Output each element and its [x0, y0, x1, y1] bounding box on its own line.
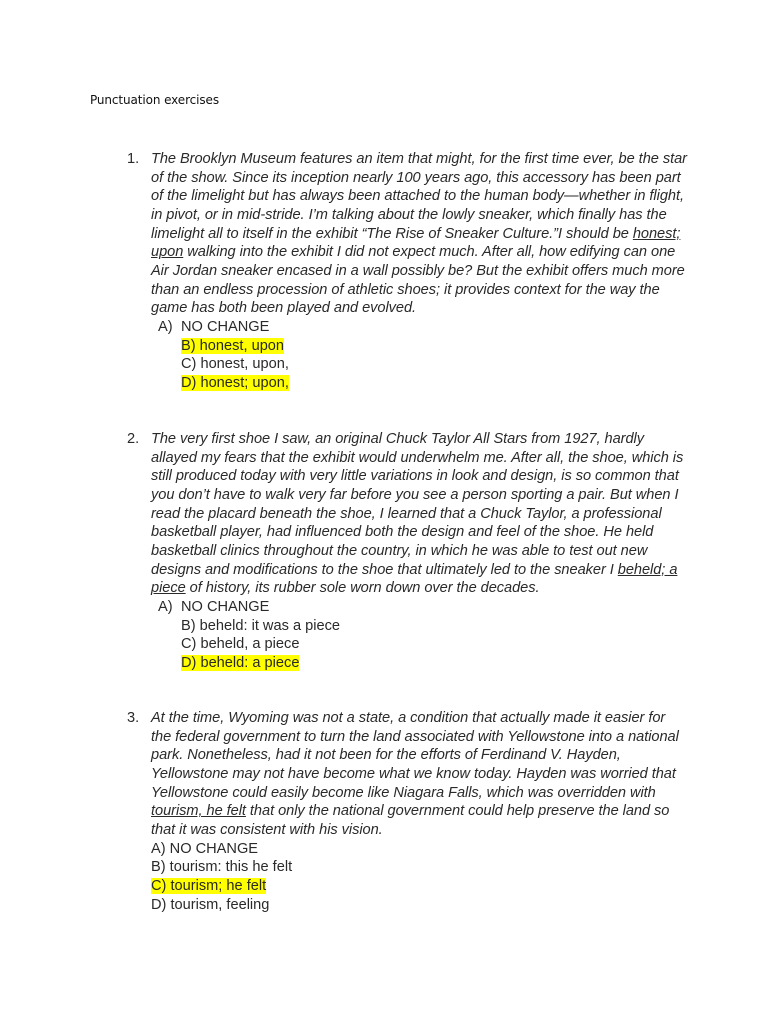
question-1 [127, 150, 687, 393]
question-passage [151, 430, 687, 598]
passage-text: that only the national government could help preserve the land so that it was consistent with his vision. [151, 803, 670, 838]
passage-text: The very first shoe I saw, an original Chuck Taylor All Stars from 1927, hardly allayed my fears that the exhibit would underwhelm me. After all, the shoe, which is still produced today with very little variations in look and design, is so common that you don’t have to walk very far before you see a person sporting a pair. But when I read the placard beneath the shoe, I learned that a Chuck Taylor, a professional basketball player, had influenced both the design and feel of the shoe. He held basketball clinics throughout the country, in which he was able to test out new designs and modifications to the shoe that ultimately led to the sneaker I [151, 431, 684, 578]
underlined-phrase: beheld; a piece [151, 561, 678, 597]
option-b[interactable] [127, 858, 687, 877]
option-a[interactable] [127, 318, 687, 337]
option-letter: A) [158, 318, 173, 335]
option-d[interactable] [127, 654, 687, 673]
option-text: NO CHANGE [181, 598, 270, 615]
option-b[interactable] [127, 617, 687, 636]
question-3 [127, 709, 687, 914]
page-title: Punctuation exercises [90, 93, 219, 107]
option-text-highlighted: C) tourism; he felt [151, 877, 267, 894]
option-text-highlighted: B) honest, upon [181, 337, 285, 354]
answer-options [127, 840, 687, 915]
underlined-phrase: tourism, he felt [151, 803, 246, 820]
question-2 [127, 430, 687, 673]
option-text: C) beheld, a piece [181, 636, 300, 653]
passage-text: At the time, Wyoming was not a state, a condition that actually made it easier for the federal government to turn the land associated with Yellowstone into a national park. Nonetheless, had it not been for the efforts of Ferdinand V. Hayden, Yellowstone may not have become what we know today. Hayden was worried that Yellowstone could easily become like Niagara Falls, which was overridden with [151, 710, 679, 801]
answer-options [127, 318, 687, 393]
option-text: NO CHANGE [181, 318, 270, 335]
option-text: B) tourism: this he felt [151, 859, 293, 876]
option-a[interactable] [127, 598, 687, 617]
question-number: 1. [127, 151, 140, 167]
question-number: 2. [127, 431, 140, 447]
option-text: C) honest, upon, [181, 356, 289, 373]
option-c[interactable] [127, 355, 687, 374]
option-d[interactable] [127, 896, 687, 915]
underlined-phrase: honest; upon [151, 225, 681, 261]
option-a[interactable] [127, 840, 687, 859]
option-text: D) tourism, feeling [151, 896, 270, 913]
passage-text: The Brooklyn Museum features an item that might, for the first time ever, be the star of the show. Since its inception nearly 100 years ago, this accessory has been part of the limelight but has always been attached to the human body—whether in flight, in pivot, or in mid-stride. I’m talking about the lowly sneaker, which finally has the limelight all to itself in the exhibit “The Rise of Sneaker Culture.”I should be [151, 151, 687, 242]
option-b[interactable] [127, 337, 687, 356]
answer-options [127, 598, 687, 673]
question-passage [151, 709, 687, 840]
option-c[interactable] [127, 877, 687, 896]
option-text-highlighted: D) honest; upon, [181, 374, 289, 391]
question-number: 3. [127, 710, 140, 726]
option-text: A) NO CHANGE [151, 840, 259, 857]
option-letter: A) [158, 598, 173, 615]
passage-text: walking into the exhibit I did not expect much. After all, how edifying can one Air Jordan sneaker encased in a wall possibly be? But the exhibit offers much more than an endless procession of athletic shoes; it provides context for the way the game has both been played and evolved. [151, 244, 685, 317]
option-d[interactable] [127, 374, 687, 393]
option-text-highlighted: D) beheld: a piece [181, 654, 300, 671]
option-c[interactable] [127, 635, 687, 654]
passage-text: of history, its rubber sole worn down over the decades. [185, 580, 540, 597]
option-text: B) beheld: it was a piece [181, 617, 340, 634]
question-passage [151, 150, 687, 318]
